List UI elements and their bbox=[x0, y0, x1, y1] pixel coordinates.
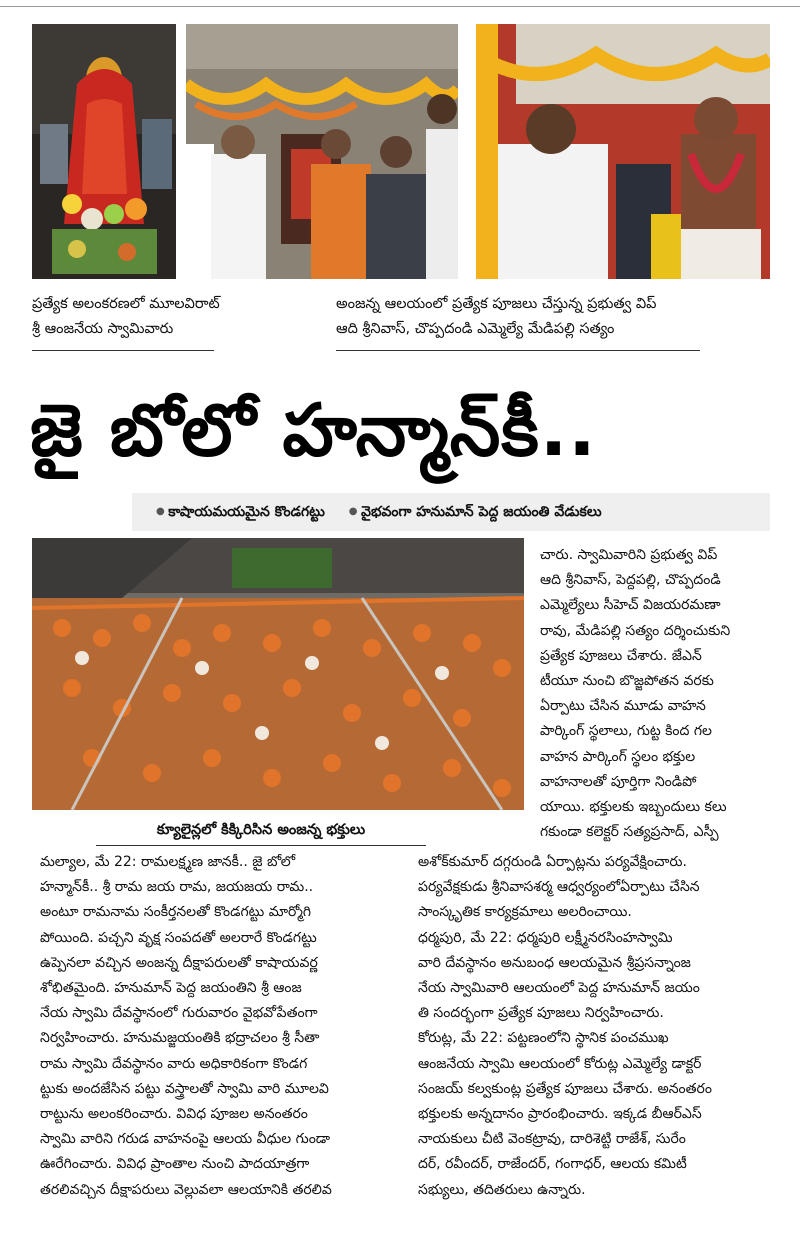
ceremony-photo-caption: అంజన్న ఆలయంలో ప్రత్యేక పూజలు చేస్తున్న ప్రభుత్వ విప్ ఆది శ్రీనివాస్, చొప్పదండి ఎమ్మెల్యే మేడిపల్లి సత్యం bbox=[336, 296, 657, 337]
ceremony-caption-rule bbox=[336, 350, 700, 351]
subheading-bar bbox=[132, 493, 770, 531]
article-left-column: మల్యాల, మే 22: రామలక్ష్మణ జానకీ.. జై బోలో హన్మాన్‌కీ.. శ్రీ రామ జయ రామ, జయజయ రామ.. అంటూ రామనామ సంకీర్తనలతో కొండగట్టు మార్మోగి పోయింది. పచ్చని వృక్ష సంపదతో అలరారే కొండగట్టు ఉప్పెనలా వచ్చిన అంజన్న దీక్షాపరులతో కాషాయవర్ణ శోభితమైంది. హనుమాన్ పెద్ద జయంతిని శ్రీ ఆంజ నేయ స్వామి దేవస్థానంలో గురువారం వైభవోపేతంగా నిర్వహించారు. హనుమజ్జయంతికి భద్రాచలం శ్రీ సీతా రామ స్వామి దేవస్థానం వారు అధికారికంగా కొండగ ట్టుకు అందజేసిన పట్టు వస్త్రాలతో స్వామి వారి మూలవి రాట్టును అలంకరించారు. వివిధ పూజల అనంతరం స్వామి వారిని గరుడ వాహనంపై ఆలయ వీధుల గుండా ఊరేగించారు. వివిధ ప్రాంతాల నుంచి పాదయాత్రగా తరలివచ్చిన దీక్షాపరులు వెల్లువలా ఆలయానికి తరలివ bbox=[40, 854, 332, 1198]
article-right-lower-column: అశోక్‌కుమార్ దగ్గరుండి ఏర్పాట్లను పర్యవేక్షించారు. పర్యవేక్షకుడు శ్రీనివాసశర్మ ఆధ్వర్యంలోఏర్పాటు చేసిన సాంస్కృతిక కార్యక్రమాలు అలరించాయి. ధర్మపురి, మే 22: ధర్మపురి లక్ష్మీనరసింహస్వామి వారి దేవస్థానం అనుబంధ ఆలయమైన శ్రీప్రసన్నాంజ నేయ స్వామివారి ఆలయంలో పెద్ద హనుమాన్ జయం తి సందర్భంగా ప్రత్యేక పూజలు నిర్వహించారు. కోరుట్ల, మే 22: పట్టణంలోని స్థానిక పంచముఖ ఆంజనేయ స్వామి ఆలయంలో కోరుట్ల ఎమ్మెల్యే డాక్టర్ సంజయ్ కల్వకుంట్ల ప్రత్యేక పూజలు చేశారు. అనంతరం భక్తులకు అన్నదానం ప్రారంభించారు. ఇక్కడ బీఆర్ఎస్ నాయకులు చీటి వెంకట్రావు, దారిశెట్టి రాజేశ్, సురేం దర్, రవీందర్, రాజేందర్, గంగాధర్, ఆలయ కమిటీ సభ్యులు, తదితరులు ఉన్నారు. bbox=[418, 854, 712, 1198]
tilak-photo bbox=[476, 24, 770, 279]
crowd-caption-rule bbox=[96, 845, 426, 846]
idol-caption-rule bbox=[32, 350, 214, 351]
idol-photo bbox=[32, 24, 176, 279]
top-rule bbox=[0, 6, 800, 7]
idol-photo-caption: ప్రత్యేక అలంకరణలో మూలవిరాట్ శ్రీ ఆంజనేయ స్వామివారు bbox=[32, 296, 220, 337]
ceremony-photo bbox=[186, 24, 458, 279]
article-right-column: చారు. స్వామివారిని ప్రభుత్వ విప్ ఆది శ్రీనివాస్, పెద్దపల్లి, చొప్పదండి ఎమ్మెల్యేలు సీహెచ్ విజయరమణా రావు, మేడిపల్లి సత్యం దర్శించుకుని ప్రత్యేక పూజలు చేశారు. జేఎన్ టీయూ నుంచి బొజ్జపోతన వరకు ఏర్పాటు చేసిన మూడు వాహన పార్కింగ్ స్థలాలు, గుట్ట కింద గల వాహన పార్కింగ్ స్థలం భక్తుల వాహనాలతో పూర్తిగా నిండిపో యాయి. భక్తులకు ఇబ్బందులు కలు గకుండా కలెక్టర్ సత్యప్రసాద్, ఎస్పీ bbox=[540, 547, 731, 841]
crowd-photo-caption: క్యూలైన్లలో కిక్కిరిసిన అంజన్న భక్తులు bbox=[156, 822, 366, 838]
crowd-photo bbox=[32, 538, 524, 810]
subheading-item: ● కాషాయమయమైన కొండగట్టు bbox=[156, 504, 325, 520]
subheading-item: ● వైభవంగా హనుమాన్ పెద్ద జయంతి వేడుకలు bbox=[349, 504, 602, 520]
headline: జై బోలో హన్మాన్‌కీ.. bbox=[30, 388, 597, 472]
